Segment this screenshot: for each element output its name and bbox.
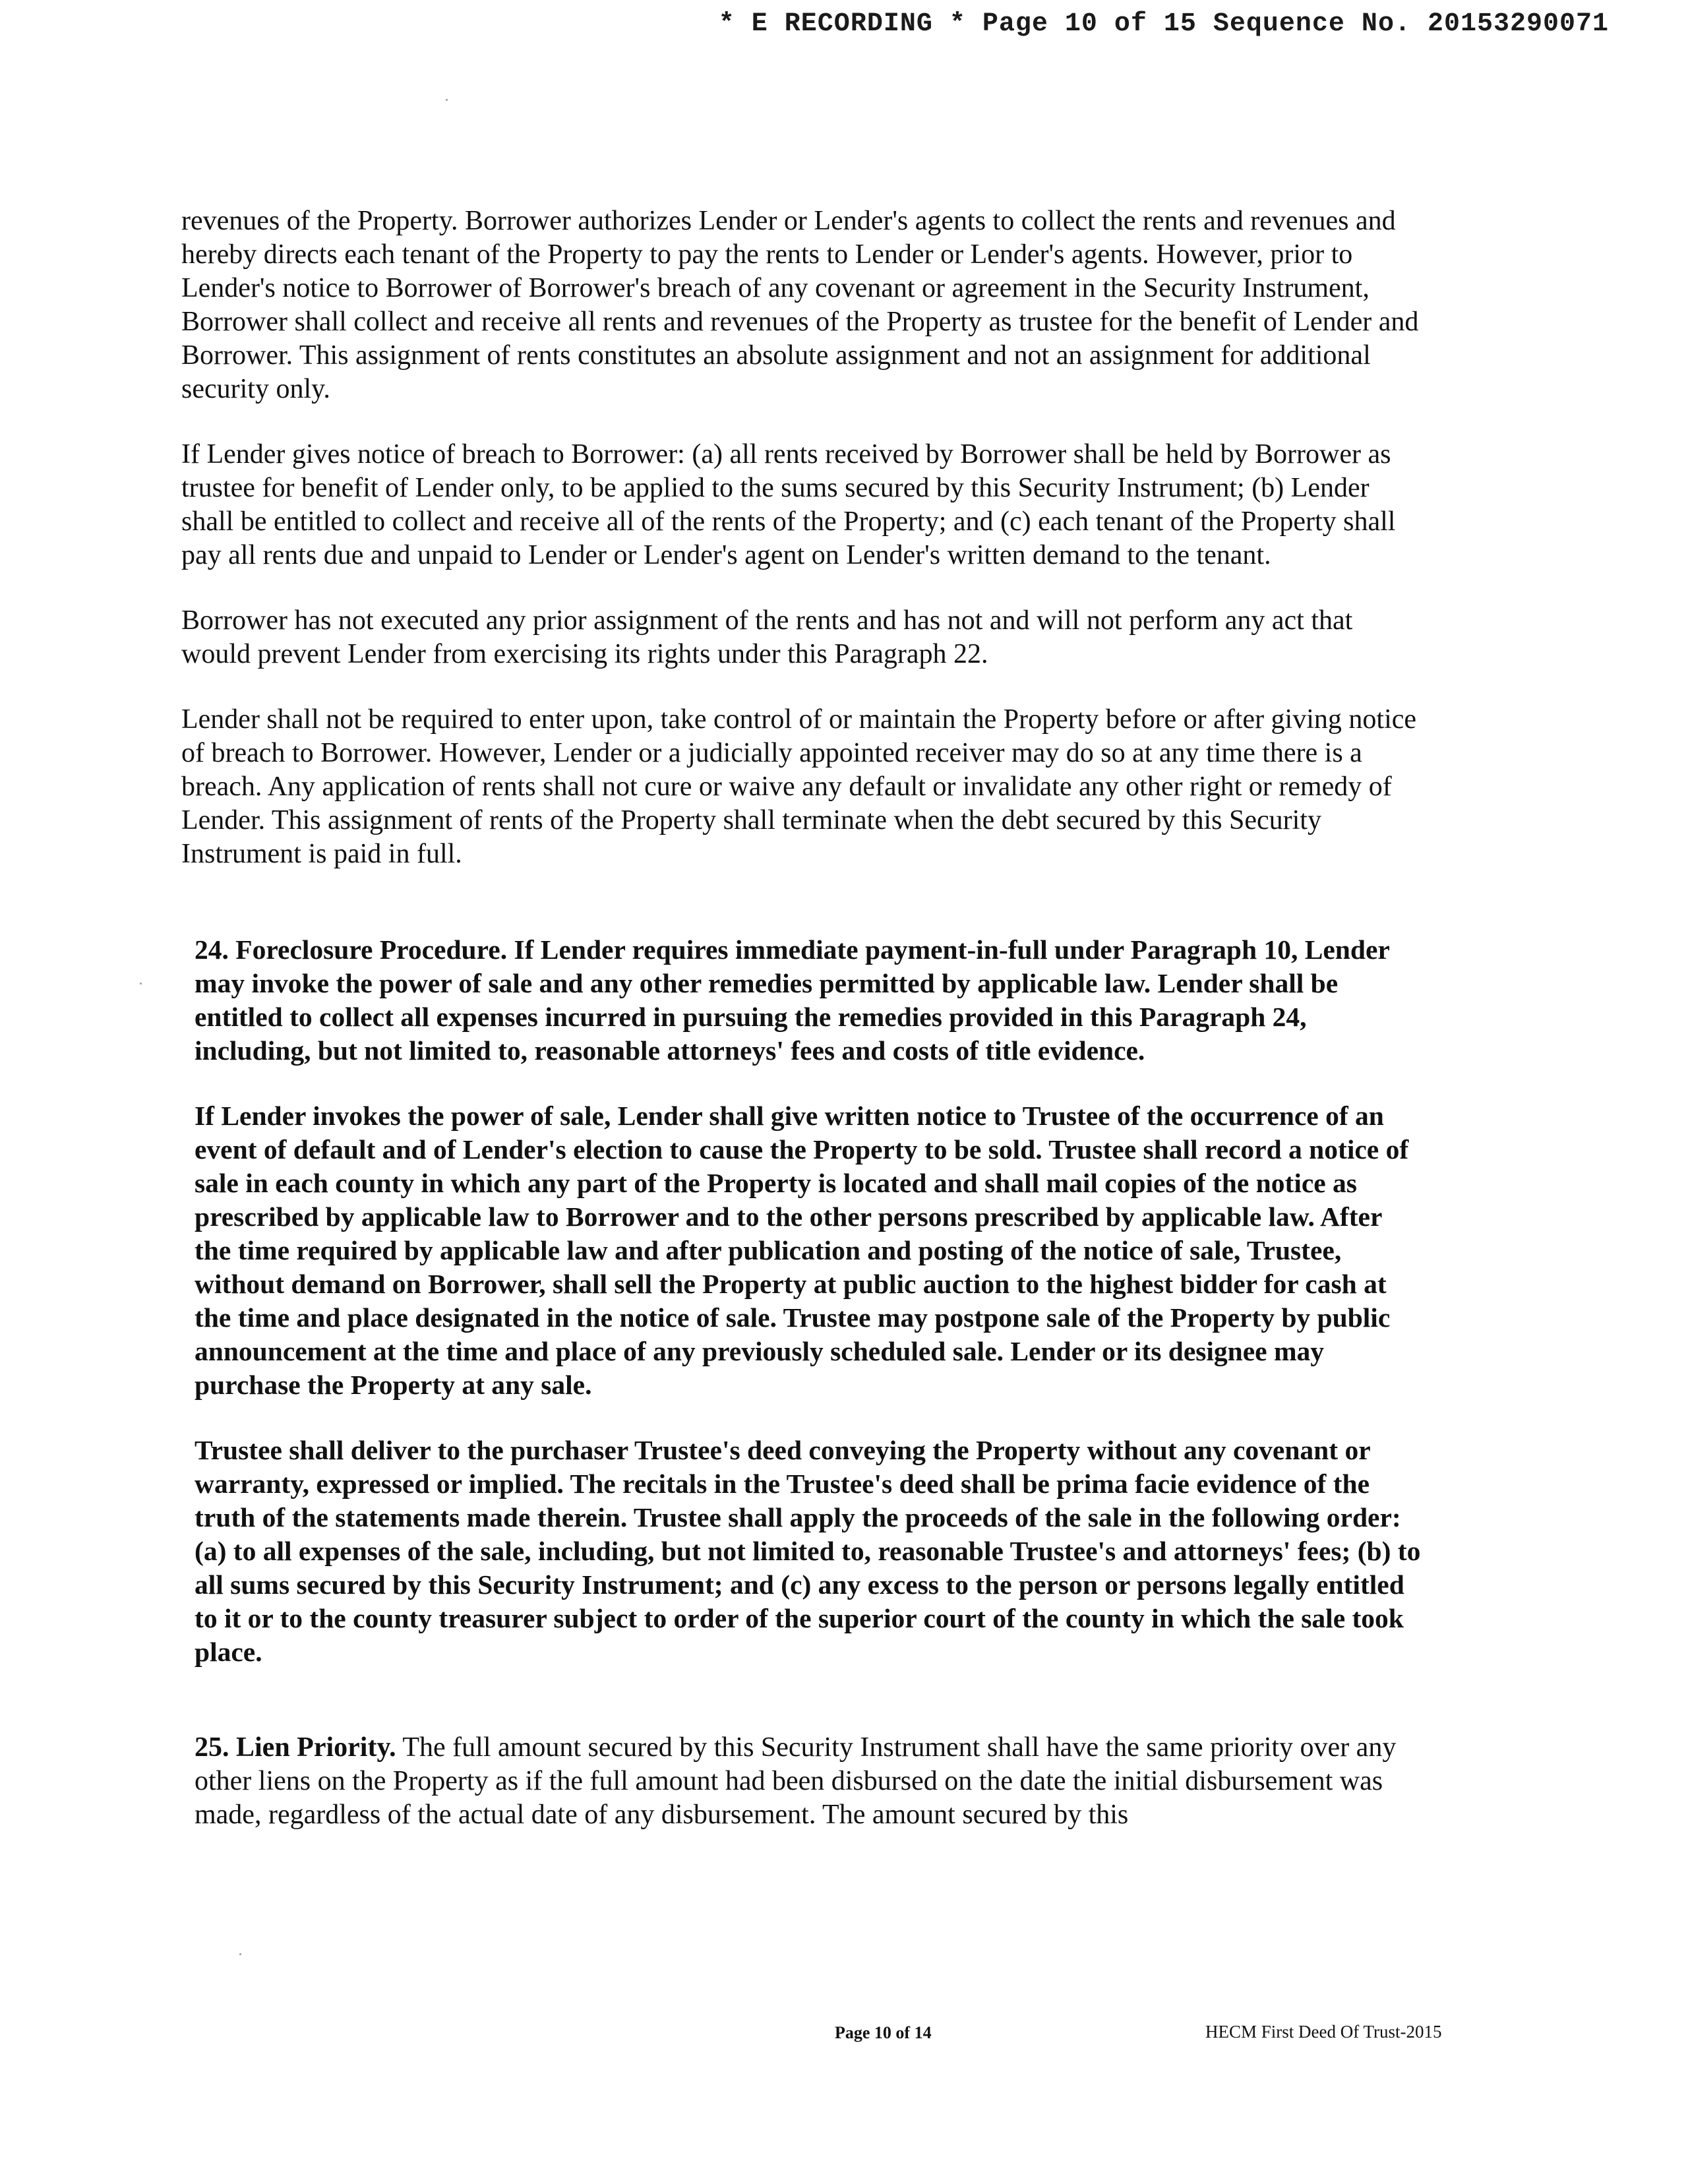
paragraph-notice-of-breach: If Lender gives notice of breach to Borrower: (a) all rents received by Borrower shall be held by Borrower as trustee for benefit of Lender only, to be applied to the sums secured by this Security Instrument; (b) Lender shall be entitled to collect and receive all of the rents of the Property; and (c) each tenant of the Property shall pay all rents due and unpaid to Lender or Lender's agent on Lender's written demand to the tenant. <box>181 439 1396 570</box>
recording-stamp: * E RECORDING * Page 10 of 15 Sequence No. 20153290071 <box>718 9 1609 39</box>
document-body <box>181 204 1421 1864</box>
scan-speck <box>239 1953 241 1955</box>
section-25-text: The full amount secured by this Security Instrument shall have the same priority over any other liens on the Property as if the full amount had been disbursed on the date the initial disbursement was made, regardless of the actual date of any disbursement. The amount secured by this <box>195 1732 1397 1830</box>
section-24-power-of-sale: If Lender invokes the power of sale, Lender shall give written notice to Trustee of the occurrence of an event of default and of Lender's election to cause the Property to be sold. Trustee shall record a notice of sale in each county in which any part of the Property is located and shall mail copies of the notice as prescribed by applicable law to Borrower and to the other persons prescribed by applicable law. After the time required by applicable law and after publication and posting of the notice of sale, Trustee, without demand on Borrower, shall sell the Property at public auction to the highest bidder for cash at the time and place designated in the notice of sale. Trustee may postpone sale of the Property by public announcement at the time and place of any previously scheduled sale. Lender or its designee may purchase the Property at any sale. <box>195 1101 1409 1400</box>
paragraph-lender-control: Lender shall not be required to enter upon, take control of or maintain the Property before or after giving notice of breach to Borrower. However, Lender or a judicially appointed receiver may do so at any time there is a breach. Any application of rents shall not cure or waive any default or invalidate any other right or remedy of Lender. This assignment of rents of the Property shall terminate when the debt secured by this Security Instrument is paid in full. <box>181 704 1417 869</box>
paragraph-assignment-of-rents: revenues of the Property. Borrower authorizes Lender or Lender's agents to collect the rents and revenues and hereby directs each tenant of the Property to pay the rents to Lender or Lender's agents. However, prior to Lender's notice to Borrower of Borrower's breach of any covenant or agreement in the Security Instrument, Borrower shall collect and receive all rents and revenues of the Property as trustee for the benefit of Lender and Borrower. This assignment of rents constitutes an absolute assignment and not an assignment for additional security only. <box>181 206 1419 404</box>
section-spacer <box>181 1701 1421 1731</box>
section-24-trustee-deed: Trustee shall deliver to the purchaser Trustee's deed conveying the Property without any covenant or warranty, expressed or implied. The recitals in the Trustee's deed shall be prima facie evidence of the truth of the statements made therein. Trustee shall apply the proceeds of the sale in the following order: (a) to all expenses of the sale, including, but not limited to, reasonable Trustee's and attorneys' fees; (b) to all sums secured by this Security Instrument; and (c) any excess to the person or persons legally entitled to it or to the county treasurer subject to order of the superior court of the county in which the sale took place. <box>195 1435 1421 1667</box>
section-spacer <box>181 903 1421 933</box>
section-24-foreclosure-procedure: 24. Foreclosure Procedure. If Lender requires immediate payment-in-full under Paragraph 10, Lender may invoke the power of sale and any other remedies permitted by applicable law. Lender shall be entitled to collect all expenses incurred in pursuing the remedies provided in this Paragraph 24, including, but not limited to, reasonable attorneys' fees and costs of title evidence. <box>195 934 1390 1066</box>
footer-document-title: HECM First Deed Of Trust-2015 <box>1205 2022 1442 2042</box>
scan-speck <box>140 983 142 985</box>
footer-page-number: Page 10 of 14 <box>835 2023 932 2042</box>
section-25-heading: 25. Lien Priority. <box>195 1732 396 1763</box>
section-25-lien-priority <box>181 1731 1421 1832</box>
paragraph-prior-assignment: Borrower has not executed any prior assignment of the rents and has not and will not perform any act that would prevent Lender from exercising its rights under this Paragraph 22. <box>181 605 1353 669</box>
scan-speck <box>446 99 448 101</box>
